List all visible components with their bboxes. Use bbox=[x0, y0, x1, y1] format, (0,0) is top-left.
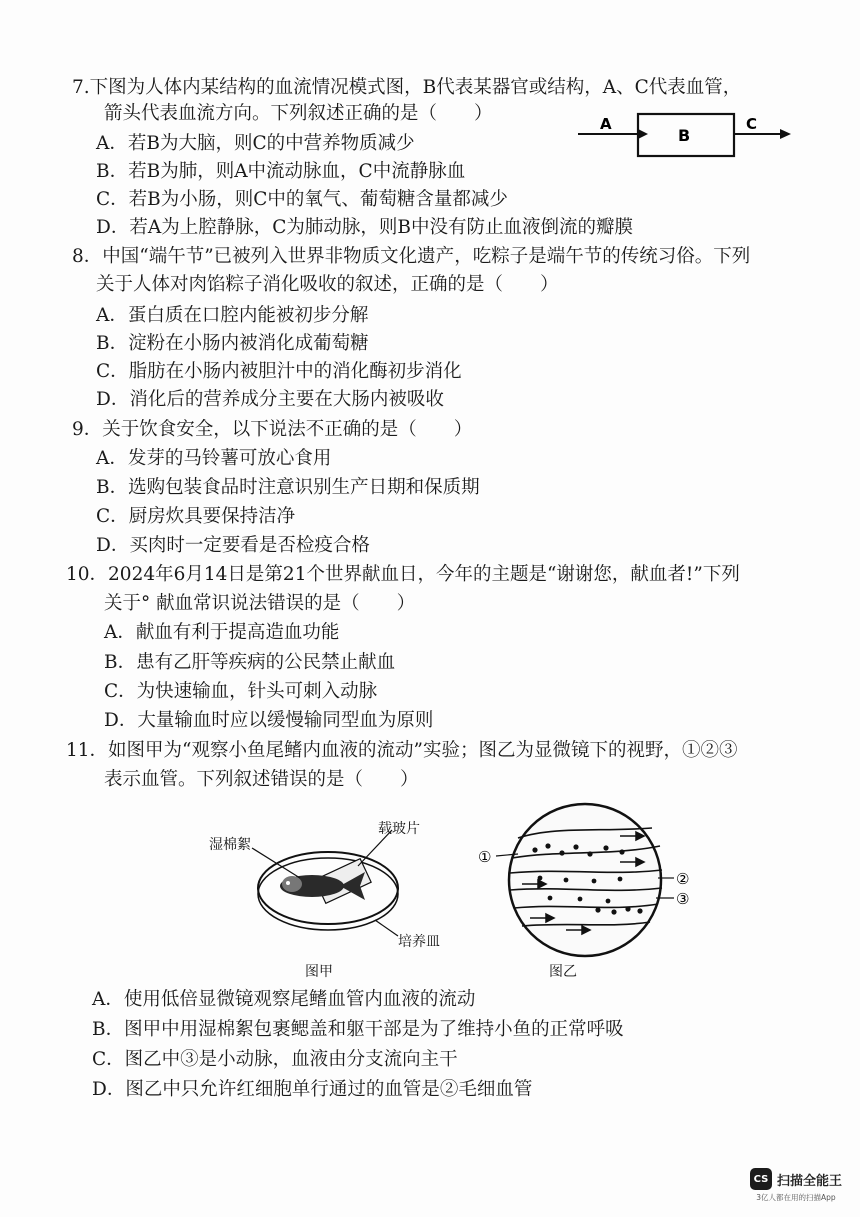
label-wet-cotton: 湿棉絮 bbox=[209, 837, 251, 853]
q10-stem-line-1: 10．2024年6月14日是第21个世界献血日，今年的主题是“谢谢您，献血者!”下列 bbox=[66, 564, 740, 585]
q8-option-a: A．蛋白质在口腔内能被初步分解 bbox=[96, 305, 369, 326]
label-organ-b: B bbox=[678, 126, 691, 145]
q7-option-c: C．若B为小肠，则C中的氧气、葡萄糖含量都减少 bbox=[96, 189, 508, 210]
q7-option-b: B．若B为肺，则A中流动脉血，C中流静脉血 bbox=[96, 161, 466, 182]
watermark-app-name: 扫描全能王 bbox=[776, 1173, 842, 1189]
q8-stem-line-2: 关于人体对肉馅粽子消化吸收的叙述，正确的是（ ） bbox=[96, 274, 559, 295]
q7-blood-flow-diagram bbox=[578, 108, 793, 160]
q9-stem-line-1: 9．关于饮食安全，以下说法不正确的是（ ） bbox=[72, 419, 473, 440]
q8-option-d: D．消化后的营养成分主要在大肠内被吸收 bbox=[96, 389, 444, 410]
q10-option-b: B．患有乙肝等疾病的公民禁止献血 bbox=[104, 652, 396, 673]
scanner-watermark bbox=[750, 1168, 842, 1203]
q8-option-c: C．脂肪在小肠内被胆汁中的消化酶初步消化 bbox=[96, 361, 462, 382]
q9-option-c: C．厨房炊具要保持洁净 bbox=[96, 506, 296, 527]
camscanner-logo-icon: CS bbox=[750, 1168, 772, 1190]
q11-option-a: A．使用低倍显微镜观察尾鳍血管内血液的流动 bbox=[92, 989, 476, 1010]
q10-option-d: D．大量输血时应以缓慢输同型血为原则 bbox=[104, 710, 434, 731]
q11-option-d: D．图乙中只允许红细胞单行通过的血管是②毛细血管 bbox=[92, 1079, 533, 1100]
q11-option-c: C．图乙中③是小动脉，血液由分支流向主干 bbox=[92, 1049, 458, 1070]
caption-figure-yi: 图乙 bbox=[549, 964, 577, 980]
q9-option-a: A．发芽的马铃薯可放心食用 bbox=[96, 448, 332, 469]
label-petri-dish: 培养皿 bbox=[398, 934, 440, 950]
q10-option-c: C．为快速输血，针头可刺入动脉 bbox=[104, 681, 378, 702]
q11-stem-line-2: 表示血管。下列叙述错误的是（ ） bbox=[104, 769, 419, 790]
q8-option-b: B．淀粉在小肠内被消化成葡萄糖 bbox=[96, 333, 369, 354]
label-vessel-2: ② bbox=[676, 870, 690, 888]
q7-option-d: D．若A为上腔静脉，C为肺动脉，则B中没有防止血液倒流的瓣膜 bbox=[96, 217, 633, 238]
caption-figure-jia: 图甲 bbox=[305, 964, 333, 980]
q11-stem-line-1: 11．如图甲为“观察小鱼尾鳍内血液的流动”实验；图乙为显微镜下的视野，①②③ bbox=[66, 740, 738, 761]
q9-option-b: B．选购包装食品时注意识别生产日期和保质期 bbox=[96, 477, 480, 498]
q11-option-b: B．图甲中用湿棉絮包裹鳃盖和躯干部是为了维持小鱼的正常呼吸 bbox=[92, 1019, 624, 1040]
q8-stem-line-1: 8．中国“端午节”已被列入世界非物质文化遗产，吃粽子是端午节的传统习俗。下列 bbox=[72, 246, 751, 267]
microscope-view-figure bbox=[470, 798, 700, 963]
q7-stem-line-1: 7.下图为人体内某结构的血流情况模式图，B代表某器官或结构，A、C代表血管， bbox=[72, 77, 742, 98]
q9-option-d: D．买肉时一定要看是否检疫合格 bbox=[96, 535, 370, 556]
label-vessel-3: ③ bbox=[676, 890, 690, 908]
label-vessel-1: ① bbox=[478, 848, 492, 866]
label-vessel-c: C bbox=[746, 115, 758, 133]
q10-option-a: A．献血有利于提高造血功能 bbox=[104, 622, 340, 643]
label-vessel-a: A bbox=[600, 115, 612, 133]
watermark-tagline: 3亿人都在用的扫描App bbox=[756, 1193, 836, 1202]
label-glass-slide: 载玻片 bbox=[378, 821, 420, 837]
q10-stem-line-2: 关于° 献血常识说法错误的是（ ） bbox=[104, 593, 416, 614]
q7-option-a: A．若B为大脑，则C的中营养物质减少 bbox=[96, 133, 415, 154]
q7-stem-line-2: 箭头代表血流方向。下列叙述正确的是（ ） bbox=[104, 103, 493, 124]
